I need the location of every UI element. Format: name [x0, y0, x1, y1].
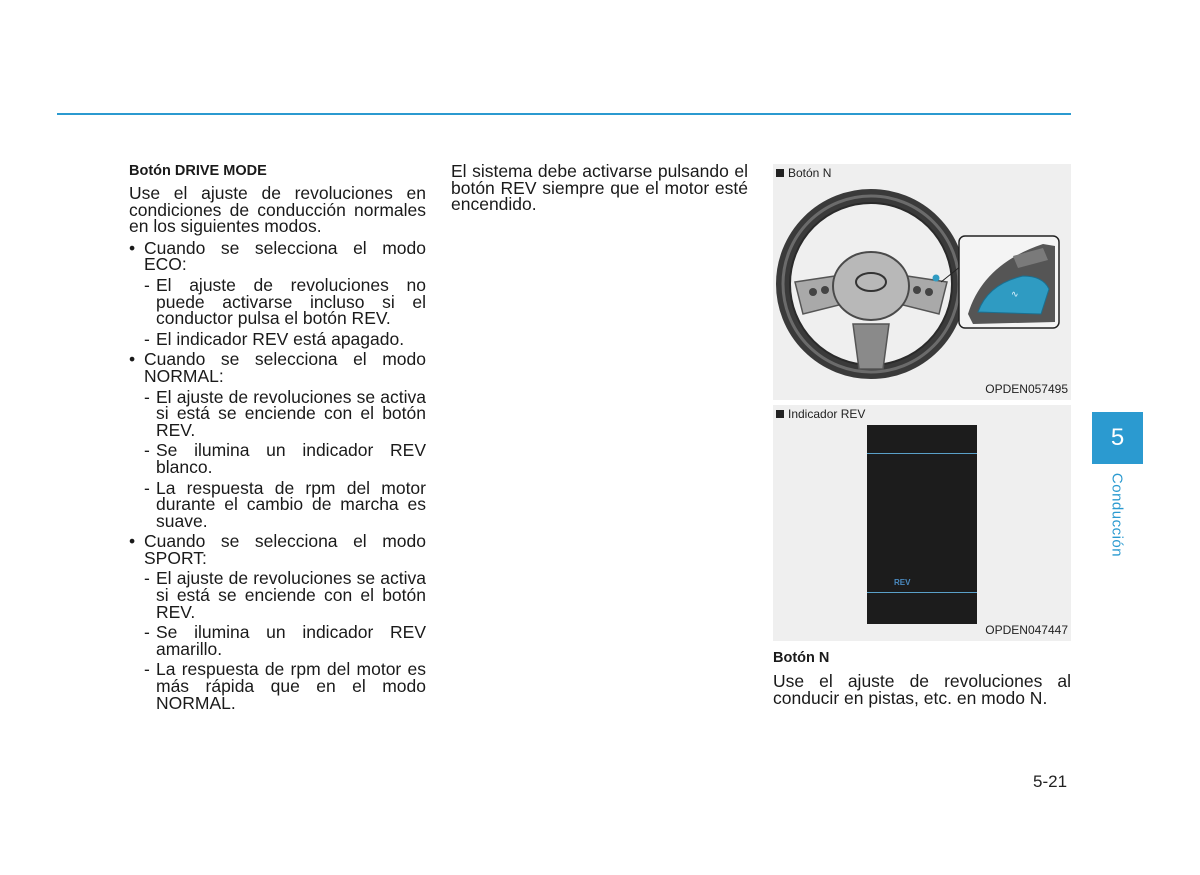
sub-item-text: Se ilumina un indicador REV blanco.	[156, 440, 426, 477]
drive-mode-intro: Use el ajuste de revoluciones en condiciones de conducción normales en los siguientes modos.	[129, 183, 426, 237]
figure-code: OPDEN057495	[985, 382, 1068, 396]
dash-marker: -	[144, 622, 150, 643]
sub-item-text: Se ilumina un indicador REV amarillo.	[156, 622, 426, 659]
dash-marker: -	[144, 328, 150, 349]
dash-marker: -	[144, 659, 150, 680]
caption-square-icon	[776, 169, 784, 177]
bullet-item-sport	[129, 533, 426, 566]
caption-square-icon	[776, 410, 784, 418]
figure-caption	[776, 407, 865, 421]
sub-item-text: La respuesta de rpm del motor es más rápida que en el modo NORMAL.	[156, 659, 426, 713]
sub-item	[129, 328, 426, 349]
bullet-item-normal	[129, 351, 426, 384]
sub-item	[129, 661, 426, 711]
dash-marker: -	[144, 568, 150, 589]
figure-caption-text: Botón N	[788, 166, 832, 180]
sub-item-text: El indicador REV está apagado.	[156, 328, 405, 349]
rev-indicator-label: REV	[894, 578, 911, 587]
bullet-marker: •	[129, 531, 136, 552]
figure-caption-text: Indicador REV	[788, 407, 866, 421]
dash-marker: -	[144, 274, 150, 295]
steering-wheel-illustration	[773, 164, 1071, 400]
bullet-marker: •	[129, 237, 136, 258]
sub-item	[129, 274, 426, 329]
figure-rev-indicator	[773, 405, 1071, 641]
bullet-item-eco	[129, 237, 426, 275]
sub-item	[129, 624, 426, 657]
sub-item	[129, 477, 426, 531]
bullet-text: Cuando se selecciona el modo SPORT:	[144, 531, 426, 568]
bullet-text: Cuando se selecciona el modo ECO:	[144, 237, 426, 275]
bullet-text: Cuando se selecciona el modo NORMAL:	[144, 349, 426, 386]
dash-marker: -	[144, 477, 150, 498]
sub-item	[129, 570, 426, 620]
sub-item-text: El ajuste de revoluciones se activa si está se enciende con el botón REV.	[156, 386, 426, 440]
sub-item	[129, 442, 426, 475]
sub-item	[129, 386, 426, 440]
figure-caption	[776, 166, 831, 180]
figure-n-button	[773, 164, 1071, 400]
figure-code: OPDEN047447	[985, 623, 1068, 637]
rev-activation-text: El sistema debe activarse pulsando el botón REV siempre que el motor esté encendido.	[451, 161, 748, 215]
cluster-display	[867, 425, 977, 624]
sub-item-text: La respuesta de rpm del motor durante el cambio de marcha es suave.	[156, 477, 426, 531]
n-button-text: Use el ajuste de revoluciones al conducir en pistas, etc. en modo N.	[773, 671, 1071, 708]
dash-marker: -	[144, 386, 150, 407]
section-heading-drive-mode: Botón DRIVE MODE	[129, 163, 267, 179]
page-number: 5-21	[1033, 772, 1068, 791]
column-figures	[773, 164, 1071, 706]
svg-text:∿: ∿	[1011, 290, 1019, 300]
top-rule	[57, 113, 1071, 115]
bullet-marker: •	[129, 349, 136, 370]
sub-item-text: El ajuste de revoluciones no puede activarse incluso si el conductor pulsa el botón REV.	[156, 274, 426, 329]
display-divider-line	[867, 453, 977, 454]
sub-item-text: El ajuste de revoluciones se activa si está se enciende con el botón REV.	[156, 568, 426, 622]
dash-marker: -	[144, 440, 150, 461]
display-divider-line	[867, 592, 977, 593]
column-drive-mode	[129, 163, 426, 711]
chapter-label: Conducción	[1108, 472, 1126, 558]
chapter-number-tab: 5	[1092, 412, 1143, 464]
section-heading-n-button: Botón N	[773, 650, 830, 666]
column-rev-activation	[451, 163, 748, 213]
